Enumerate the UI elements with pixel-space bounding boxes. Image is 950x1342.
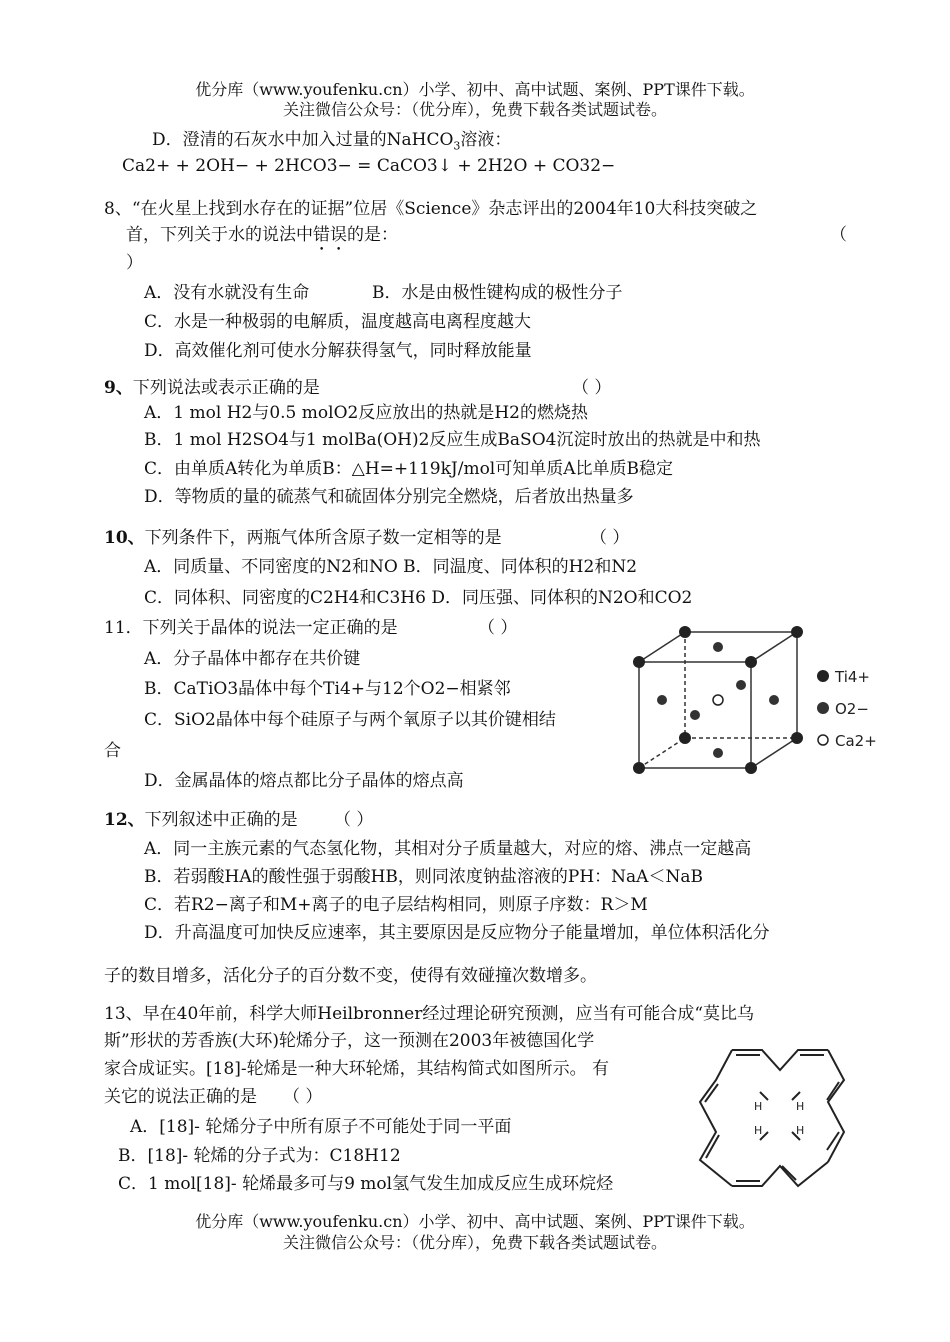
q13-stem-line-3: 家合成证实。[18]-轮烯是一种大环轮烯，其结构简式如图所示。 有: [104, 1059, 610, 1079]
ti-atom: [633, 762, 645, 774]
q7-equation: Ca2+ + 2OH− + 2HCO3− = CaCO3↓ + 2H2O + CO32−: [122, 156, 616, 176]
q10-options-ab: A．同质量、不同密度的N2和NO B．同温度、同体积的H2和N2: [144, 557, 638, 577]
perovskite-crystal-diagram: [625, 620, 895, 785]
o-atom: [736, 680, 746, 690]
o-atom: [690, 710, 700, 720]
q13-option-b: B．[18]- 轮烯的分子式为：C18H12: [118, 1146, 401, 1166]
q11-option-c: C．SiO2晶体中每个硅原子与两个氧原子以其价键相结: [144, 710, 556, 730]
ti-atom: [745, 656, 757, 668]
h-label: H: [796, 1100, 805, 1113]
q13-stem-line-4: 关它的说法正确的是 （ ）: [104, 1087, 323, 1107]
legend-ti: Ti4+: [835, 668, 870, 686]
q8-option-c: C．水是一种极弱的电解质，温度越高电离程度越大: [144, 312, 532, 332]
q11-stem: 11．下列关于晶体的说法一定正确的是: [104, 618, 398, 638]
header-line-1: 优分库（www.youfenku.cn）小学、初中、高中试题、案例、PPT课件下载。: [195, 80, 755, 99]
q9-option-c: C．由单质A转化为单质B：△H=+119kJ/mol可知单质A比单质B稳定: [144, 459, 674, 479]
q8-stem-line-1: 8、“在火星上找到水存在的证据”位居《Science》杂志评出的2004年10大科技突破之: [104, 199, 758, 219]
q13-option-c: C．1 mol[18]- 轮烯最多可与9 mol氢气发生加成反应生成环烷烃: [118, 1174, 614, 1194]
q13-stem-line-1: 13、早在40年前，科学大师Heilbronner经过理论研究预测，应当有可能合成“莫比乌: [104, 1004, 755, 1024]
o-atom: [769, 695, 779, 705]
q9-option-b: B．1 mol H2SO4与1 molBa(OH)2反应生成BaSO4沉淀时放出的热就是中和热: [144, 430, 761, 450]
q12-stem: 12、下列叙述中正确的是: [104, 810, 298, 830]
q8-stem-line-2: 首，下列关于水的说法中错误的是：: [126, 225, 398, 245]
h-label: H: [754, 1124, 763, 1137]
q12-option-a: A．同一主族元素的气态氢化物，其相对分子质量越大，对应的熔、沸点一定越高: [144, 839, 752, 859]
q9-option-d: D．等物质的量的硫蒸气和硫固体分别完全燃烧，后者放出热量多: [144, 487, 634, 507]
q10-options-cd: C．同体积、同密度的C2H4和C3H6 D．同压强、同体积的N2O和CO2: [144, 588, 693, 608]
q10-paren: （ ）: [590, 528, 630, 548]
footer-line-2: 关注微信公众号：（优分库），免费下载各类试题试卷。: [282, 1233, 667, 1252]
o-atom: [713, 748, 723, 758]
ti-atom: [745, 762, 757, 774]
q12-option-d-cont: 子的数目增多，活化分子的百分数不变，使得有效碰撞次数增多。: [104, 966, 597, 986]
ti-atom: [791, 732, 803, 744]
legend-o: O2−: [835, 700, 869, 718]
q13-option-a: A．[18]- 轮烯分子中所有原子不可能处于同一平面: [130, 1117, 512, 1137]
q12-option-d: D．升高温度可加快反应速率，其主要原因是反应物分子能量增加，单位体积活化分: [144, 923, 770, 943]
o-atom: [657, 695, 667, 705]
o-atom: [713, 642, 723, 652]
q11-option-b: B．CaTiO3晶体中每个Ti4+与12个O2−相紧邻: [144, 679, 511, 699]
h-label: H: [796, 1124, 805, 1137]
q10-stem: 10、下列条件下，两瓶气体所含原子数一定相等的是: [104, 528, 502, 548]
legend-ti-marker: [817, 670, 829, 682]
q11-option-d: D．金属晶体的熔点都比分子晶体的熔点高: [144, 771, 464, 791]
q8-emphasis: 错误: [313, 225, 347, 245]
ti-atom: [633, 656, 645, 668]
q9-option-a: A．1 mol H2与0.5 molO2反应放出的热就是H2的燃烧热: [144, 403, 588, 423]
q12-option-b: B．若弱酸HA的酸性强于弱酸HB，则同浓度钠盐溶液的PH：NaA＜NaB: [144, 867, 703, 887]
q8-paren-close: ）: [126, 253, 143, 273]
q12-paren: （ ）: [334, 810, 374, 830]
ca-atom: [713, 695, 723, 705]
q8-option-b: B．水是由极性键构成的极性分子: [372, 283, 623, 303]
q8-paren-open: （: [830, 225, 847, 245]
header-line-2: 关注微信公众号：（优分库），免费下载各类试题试卷。: [282, 100, 667, 119]
legend-ca: Ca2+: [835, 732, 877, 750]
legend-o-marker: [817, 702, 829, 714]
q9-stem: 9、下列说法或表示正确的是: [104, 378, 320, 398]
ti-atom: [679, 626, 691, 638]
ti-atom: [791, 626, 803, 638]
q13-stem-line-2: 斯”形状的芳香族(大环)轮烯分子，这一预测在2003年被德国化学: [104, 1031, 595, 1051]
q11-paren: （ ）: [478, 618, 518, 638]
footer-line-1: 优分库（www.youfenku.cn）小学、初中、高中试题、案例、PPT课件下载。: [195, 1212, 755, 1231]
q12-option-c: C．若R2−离子和M+离子的电子层结构相同，则原子序数：R＞M: [144, 895, 648, 915]
q9-paren: （ ）: [572, 378, 612, 398]
q8-option-d: D．高效催化剂可使水分解获得氢气，同时释放能量: [144, 341, 532, 361]
h-label: H: [754, 1100, 763, 1113]
q11-option-c-cont: 合: [104, 741, 121, 761]
annulene-structure-diagram: [692, 1040, 867, 1198]
legend-ca-marker: [818, 735, 828, 745]
q7-option-d: D．澄清的石灰水中加入过量的NaHCO$_3$溶液：: [152, 130, 512, 153]
ti-atom: [679, 732, 691, 744]
q11-option-a: A．分子晶体中都存在共价键: [144, 649, 361, 669]
q8-option-a: A．没有水就没有生命: [144, 283, 310, 303]
